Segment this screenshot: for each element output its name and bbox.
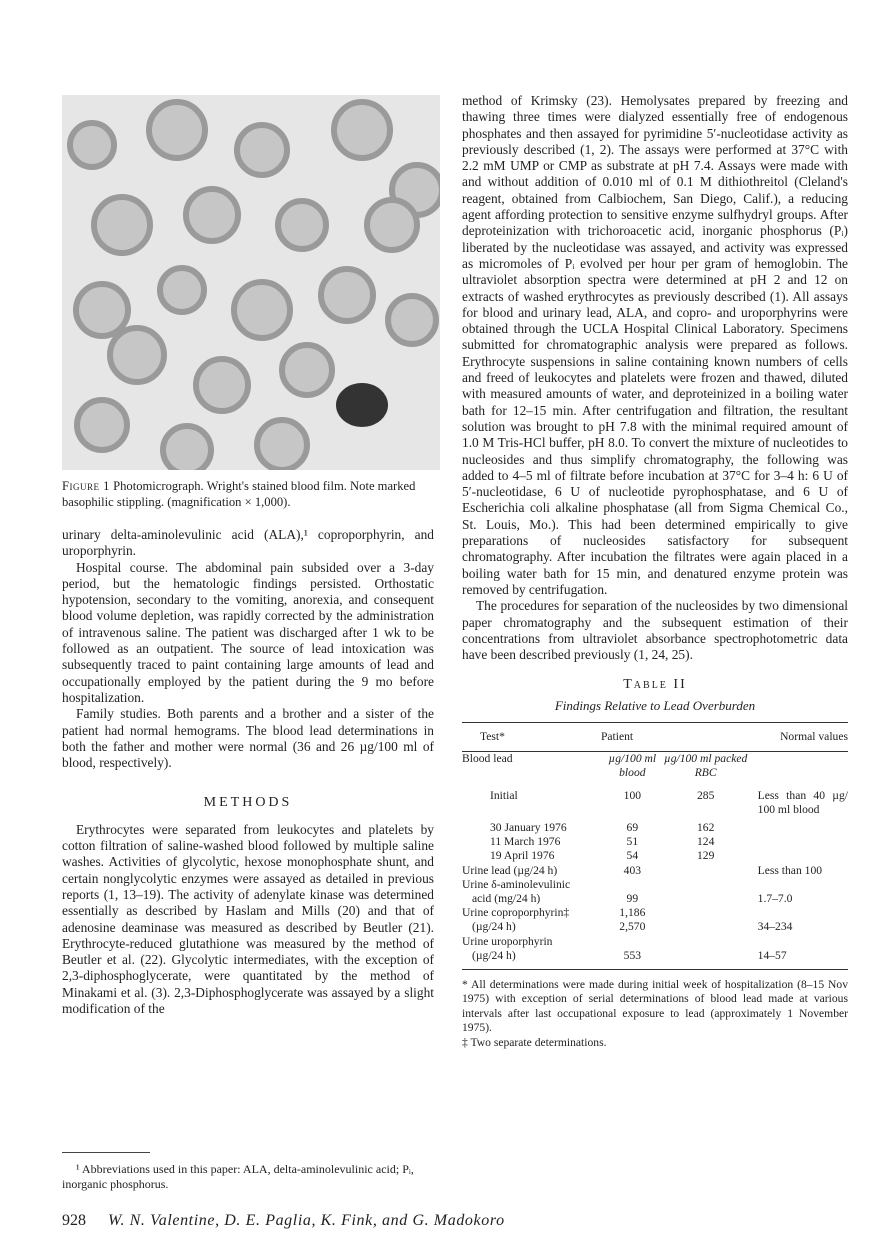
table-title: Table II <box>623 677 687 693</box>
test-cell: Urine lead (µg/24 h) <box>462 863 558 877</box>
test-cell: acid (mg/24 h) <box>472 892 541 906</box>
patient-blood-cell: 2,570 <box>619 920 646 934</box>
normal-value-cell: Less than 100 <box>757 863 823 877</box>
authors: W. N. Valentine, D. E. Paglia, K. Fink, and G. Madokoro <box>108 1212 505 1229</box>
patient-blood-cell: µg/100 ml blood <box>608 752 657 780</box>
table-row <box>462 878 848 892</box>
patient-rbc-cell <box>664 878 748 892</box>
methods-heading: METHODS <box>203 795 293 811</box>
table-row <box>462 835 848 849</box>
patient-blood-cell <box>601 878 664 892</box>
normal-value-cell <box>748 935 848 949</box>
patient-blood-cell: 553 <box>623 948 642 962</box>
paragraph-family-studies: Family studies. Both parents and a brother and a sister of the patient had normal hemograms. The blood lead determinations in both the father and mother were normal (36 and 26 µg/100 ml of blood, respectively). <box>62 706 434 771</box>
normal-value-cell: 14–57 <box>757 948 787 962</box>
normal-value-cell <box>748 878 848 892</box>
left-column <box>62 527 434 1017</box>
paragraph: method of Krimsky (23). Hemolysates prepared by freezing and thawing three times were dialyzed essentially free of endogenous phosphates and then assayed for pyrimidine 5′-nucleotidase activity as previously described (1, 2). The assays were performed at 37°C with 2.2 mM UMP or CMP as substrate at pH 7.4. Assays were made with and without addition of 0.010 ml of 0.1 M dithiothreitol (Cleland's reagent, obtained from Calbiochem, San Diego, Calif.), a reducing agent affording protection to sensitive enzyme sulfhydryl groups. After deproteinization with trichoroacetic acid, inorganic phosphorus (Pᵢ) liberated by the nucleotidase was assayed, and activity was expressed as micromoles of Pᵢ evolved per hour per gram of hemoglobin. The ultraviolet absorption spectra were determined at pH 2 and 12 on extracts of washed erythrocytes as previously described (1). All assays for blood and urinary lead, ALA, and copro- and uroporphyrins were obtained through the UCLA Hospital Clinical Laboratory. Specimens submitted for chromatographic analysis were prepared as follows. Erythrocyte suspensions in saline containing known numbers of cells and freed of leukocytes and platelets were frozen and thawed, diluted with measured amounts of water, and deproteinized in a boiling water bath for 12–15 min. After centrifugation and filtration, the resultant solution was brought to pH 7.8 with the minimal required amount of 1.0 M Tris-HCl buffer, pH 8.0. To convert the mixture of nucleotides to nucleosides and thus simplify chromatography, the following was added to 4–5 ml of filtrate before incubation at 37°C for 3–4 h: 6 U of 5′-nucleotidase, 6 U of nucleotide pyrophosphatase, and 6 U of Escherichia coli alkaline phosphatase (all from Sigma Chemical Co., St. Louis, Mo.). This had been determined empirically to give preparations of nucleosides satisfactory for subsequent chromatography. After incubation the filtrates were again placed in a boiling water bath for 15 min, and denatured enzyme protein was removed by centrifugation. <box>462 93 848 597</box>
table-row <box>462 864 848 878</box>
patient-rbc-cell: 285 <box>696 788 715 802</box>
paragraph-methods: Erythrocytes were separated from leukocytes and platelets by cotton filtration of saline-washed blood followed by multiple saline washes. Activities of glycolytic, hexose monophosphate shunt, and certain nonglycolytic enzymes were assayed as detailed in previous reports (1, 13–19). The activity of adenylate kinase was determined essentially as described by Haslam and Mills (20) and that of adenosine deaminase was measured as described by Beutler (21). Erythrocyte-reduced glutathione was measured by the method of Beutler et al. (22). Glycolytic intermediates, with the exception of 2,3-diphosphoglycerate, were quantitated by the method of Minakami et al. (3). 2,3-Diphosphoglycerate was assayed by a slight modification of the <box>62 821 434 1017</box>
paragraph: The procedures for separation of the nucleosides by two dimensional paper chromatography and the subsequent estimation of their concentrations from ultraviolet absorbance spectrophotometric data have been described previously (1, 24, 25). <box>462 598 848 663</box>
table-row <box>462 920 848 934</box>
table-subtitle: Findings Relative to Lead Overburden <box>554 697 756 713</box>
right-column <box>462 93 848 1050</box>
test-cell: (µg/24 h) <box>472 948 516 962</box>
normal-value-cell <box>748 906 848 920</box>
test-cell: (µg/24 h) <box>472 920 516 934</box>
test-cell: Urine uroporphyrin <box>462 934 553 948</box>
header-patient: Patient <box>601 722 748 751</box>
normal-value-cell: 1.7–7.0 <box>757 892 793 906</box>
normal-value-cell: Less than 40 µg/ 100 ml blood <box>757 788 848 816</box>
patient-rbc-cell: 124 <box>696 835 715 849</box>
test-cell: Blood lead <box>462 752 513 766</box>
paragraph: urinary delta-aminolevulinic acid (ALA),¹ coproporphyrin, and uroporphyrin. <box>62 527 434 559</box>
patient-blood-cell: 54 <box>626 849 639 863</box>
table-row <box>462 752 848 789</box>
table-note: * All determinations were made during initial week of hospitalization (8–15 Nov 1975) with exception of serial determinations of blood lead made at various intervals after last occupational exposure to lead (approximately 1 November 1975). <box>462 978 848 1035</box>
test-cell: 30 January 1976 <box>490 821 567 834</box>
paragraph-hospital-course: Hospital course. The abdominal pain subsided over a 3-day period, but the hematologic findings persisted. Orthostatic hypotension, secondary to the vomiting, anorexia, and consequent blood volume depletion, was rapidly corrected by the administration of intravenous saline. The patient was discharged after 1 wk to be followed as an outpatient. The source of lead intoxication was subsequently traced to paint containing large amounts of lead and occupationally employed by the patient during the 9 mo before hospitalization. <box>62 559 434 705</box>
table-row <box>462 849 848 863</box>
page-footer <box>62 1212 505 1230</box>
test-cell: Urine δ-aminolevulinic <box>462 877 571 891</box>
figure-caption-text: Photomicrograph. Wright's stained blood film. Note marked basophilic stippling. (magnification × 1,000). <box>62 479 416 509</box>
table-row <box>462 789 848 821</box>
patient-rbc-cell <box>664 935 748 949</box>
header-normal: Normal values <box>748 722 848 751</box>
patient-rbc-cell: 162 <box>696 821 715 834</box>
figure-label: Figure 1 <box>62 479 110 493</box>
normal-value-cell: 34–234 <box>757 920 793 934</box>
page-number: 928 <box>62 1212 86 1229</box>
patient-rbc-cell <box>664 864 748 878</box>
normal-value-cell <box>748 849 848 863</box>
patient-rbc-cell: µg/100 ml packed RBC <box>664 752 748 780</box>
test-cell: Initial <box>490 788 518 802</box>
photomicrograph-figure <box>62 95 440 470</box>
table-note: ‡ Two separate determinations. <box>462 1035 607 1049</box>
table-row <box>462 949 848 970</box>
patient-blood-cell: 403 <box>623 863 642 877</box>
figure-caption <box>62 478 440 510</box>
patient-rbc-cell <box>664 920 748 934</box>
test-cell: 19 April 1976 <box>490 849 555 863</box>
patient-rbc-cell <box>664 892 748 906</box>
patient-blood-cell: 100 <box>623 788 642 802</box>
patient-blood-cell: 1,186 <box>619 906 646 920</box>
patient-blood-cell: 51 <box>626 835 639 849</box>
patient-rbc-cell <box>664 949 748 970</box>
patient-blood-cell: 99 <box>626 892 639 906</box>
patient-blood-cell <box>601 935 664 949</box>
test-cell: 11 March 1976 <box>490 835 561 849</box>
table-row <box>462 906 848 920</box>
table-row <box>462 892 848 906</box>
footnote-divider <box>62 1152 150 1153</box>
findings-table <box>462 722 848 970</box>
patient-rbc-cell <box>664 906 748 920</box>
normal-value-cell <box>748 752 848 789</box>
footnote: ¹ Abbreviations used in this paper: ALA, delta-aminolevulinic acid; Pᵢ, inorganic phosphorus. <box>62 1162 414 1191</box>
patient-blood-cell: 69 <box>626 821 639 834</box>
table-row <box>462 821 848 835</box>
test-cell: Urine coproporphyrin‡ <box>462 906 570 920</box>
normal-value-cell <box>748 835 848 849</box>
table-row <box>462 935 848 949</box>
header-test: Test* <box>462 722 601 751</box>
blood-film-image <box>62 95 440 470</box>
normal-value-cell <box>748 821 848 835</box>
patient-rbc-cell: 129 <box>696 849 715 863</box>
